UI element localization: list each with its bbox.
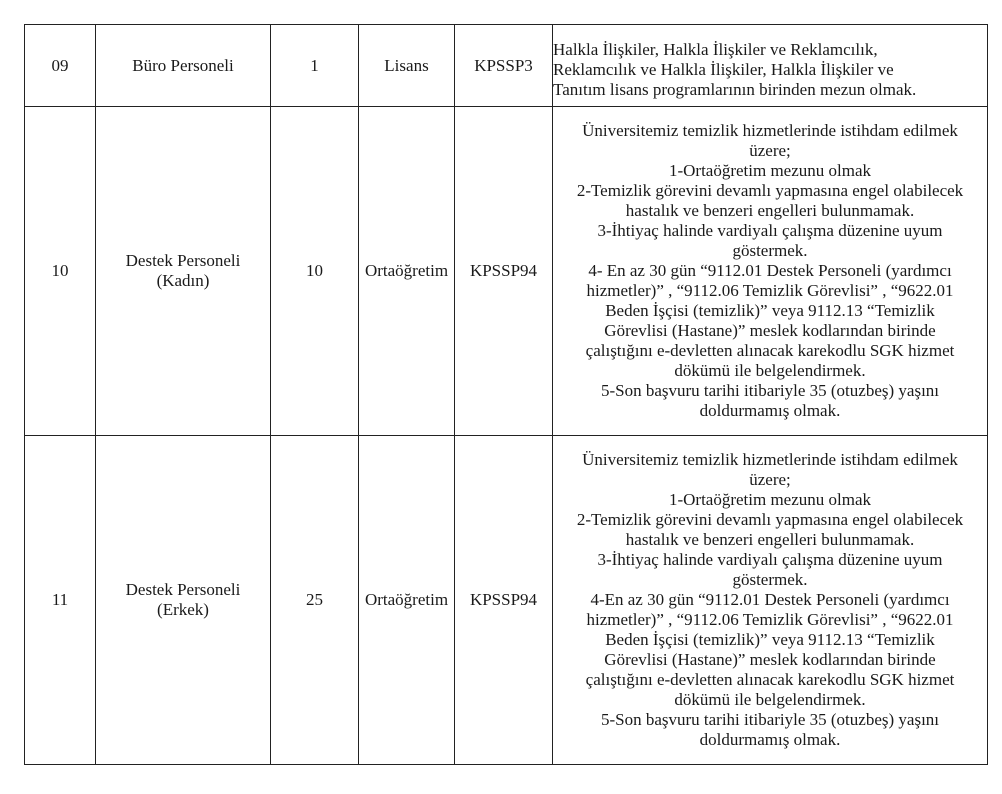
requirement-line: Görevlisi (Hastane)” meslek kodlarından birinde xyxy=(604,650,936,669)
requirement-line: hizmetler)” , “9112.06 Temizlik Görevlisi” , “9622.01 xyxy=(586,281,954,300)
position-count: 1 xyxy=(271,25,359,107)
requirements xyxy=(553,25,988,107)
requirement-line: dökümü ile belgelendirmek. xyxy=(674,690,866,709)
requirement-line: dökümü ile belgelendirmek. xyxy=(674,361,866,380)
requirement-line: 5-Son başvuru tarihi itibariyle 35 (otuzbeş) yaşını xyxy=(600,381,940,400)
requirement-line: göstermek. xyxy=(732,570,808,589)
position-title xyxy=(96,107,271,436)
row-number: 09 xyxy=(25,25,96,107)
row-number: 10 xyxy=(25,107,96,436)
requirement-line: 4-En az 30 gün “9112.01 Destek Personeli (yardımcı xyxy=(590,590,950,609)
requirement-line: 4- En az 30 gün “9112.01 Destek Personeli (yardımcı xyxy=(588,261,952,280)
table-row xyxy=(25,107,988,436)
position-title-line: (Kadın) xyxy=(156,271,210,290)
table-row xyxy=(25,25,988,107)
position-title xyxy=(96,25,271,107)
position-title-line: Destek Personeli xyxy=(125,251,241,270)
requirement-line: Beden İşçisi (temizlik)” veya 9112.13 “Temizlik xyxy=(605,630,935,649)
row-number: 11 xyxy=(25,436,96,765)
requirement-line: doldurmamış olmak. xyxy=(699,730,841,749)
requirement-line: Tanıtım lisans programlarının birinden mezun olmak. xyxy=(553,80,917,99)
score-type: KPSSP3 xyxy=(455,25,553,107)
requirement-line: 3-İhtiyaç halinde vardiyalı çalışma düzenine uyum xyxy=(597,221,943,240)
requirement-line: Beden İşçisi (temizlik)” veya 9112.13 “Temizlik xyxy=(605,301,935,320)
requirement-line: Üniversitemiz temizlik hizmetlerinde istihdam edilmek xyxy=(582,450,958,469)
education-level: Lisans xyxy=(359,25,455,107)
requirements xyxy=(553,107,988,436)
position-count: 25 xyxy=(271,436,359,765)
score-type: KPSSP94 xyxy=(455,436,553,765)
requirement-line: 5-Son başvuru tarihi itibariyle 35 (otuzbeş) yaşını xyxy=(600,710,940,729)
requirement-line: göstermek. xyxy=(732,241,808,260)
requirement-line: doldurmamış olmak. xyxy=(699,401,841,420)
requirement-line: Reklamcılık ve Halkla İlişkiler, Halkla İlişkiler ve xyxy=(553,60,894,79)
requirement-line: 2-Temizlik görevini devamlı yapmasına engel olabilecek xyxy=(576,510,964,529)
requirements xyxy=(553,436,988,765)
position-title-line: Destek Personeli xyxy=(125,580,241,599)
requirement-line: Görevlisi (Hastane)” meslek kodlarından birinde xyxy=(604,321,936,340)
score-type: KPSSP94 xyxy=(455,107,553,436)
requirement-line: çalıştığını e-devletten alınacak karekodlu SGK hizmet xyxy=(585,341,955,360)
position-title xyxy=(96,436,271,765)
requirement-line: 3-İhtiyaç halinde vardiyalı çalışma düzenine uyum xyxy=(597,550,943,569)
position-title-line: Büro Personeli xyxy=(132,55,234,75)
position-count: 10 xyxy=(271,107,359,436)
requirement-line: 1-Ortaöğretim mezunu olmak xyxy=(668,161,872,180)
education-level: Ortaöğretim xyxy=(359,436,455,765)
requirement-line: hastalık ve benzeri engelleri bulunmamak. xyxy=(625,530,915,549)
requirement-line: hizmetler)” , “9112.06 Temizlik Görevlisi” , “9622.01 xyxy=(586,610,954,629)
requirement-line: Halkla İlişkiler, Halkla İlişkiler ve Reklamcılık, xyxy=(553,40,878,59)
requirement-line: Üniversitemiz temizlik hizmetlerinde istihdam edilmek xyxy=(582,121,958,140)
education-level: Ortaöğretim xyxy=(359,107,455,436)
requirement-line: üzere; xyxy=(749,470,791,489)
requirement-line: çalıştığını e-devletten alınacak karekodlu SGK hizmet xyxy=(585,670,955,689)
requirement-line: üzere; xyxy=(749,141,791,160)
table-row xyxy=(25,436,988,765)
requirement-line: 2-Temizlik görevini devamlı yapmasına engel olabilecek xyxy=(576,181,964,200)
positions-table xyxy=(24,24,988,765)
requirement-line: 1-Ortaöğretim mezunu olmak xyxy=(668,490,872,509)
requirement-line: hastalık ve benzeri engelleri bulunmamak. xyxy=(625,201,915,220)
position-title-line: (Erkek) xyxy=(157,600,209,619)
